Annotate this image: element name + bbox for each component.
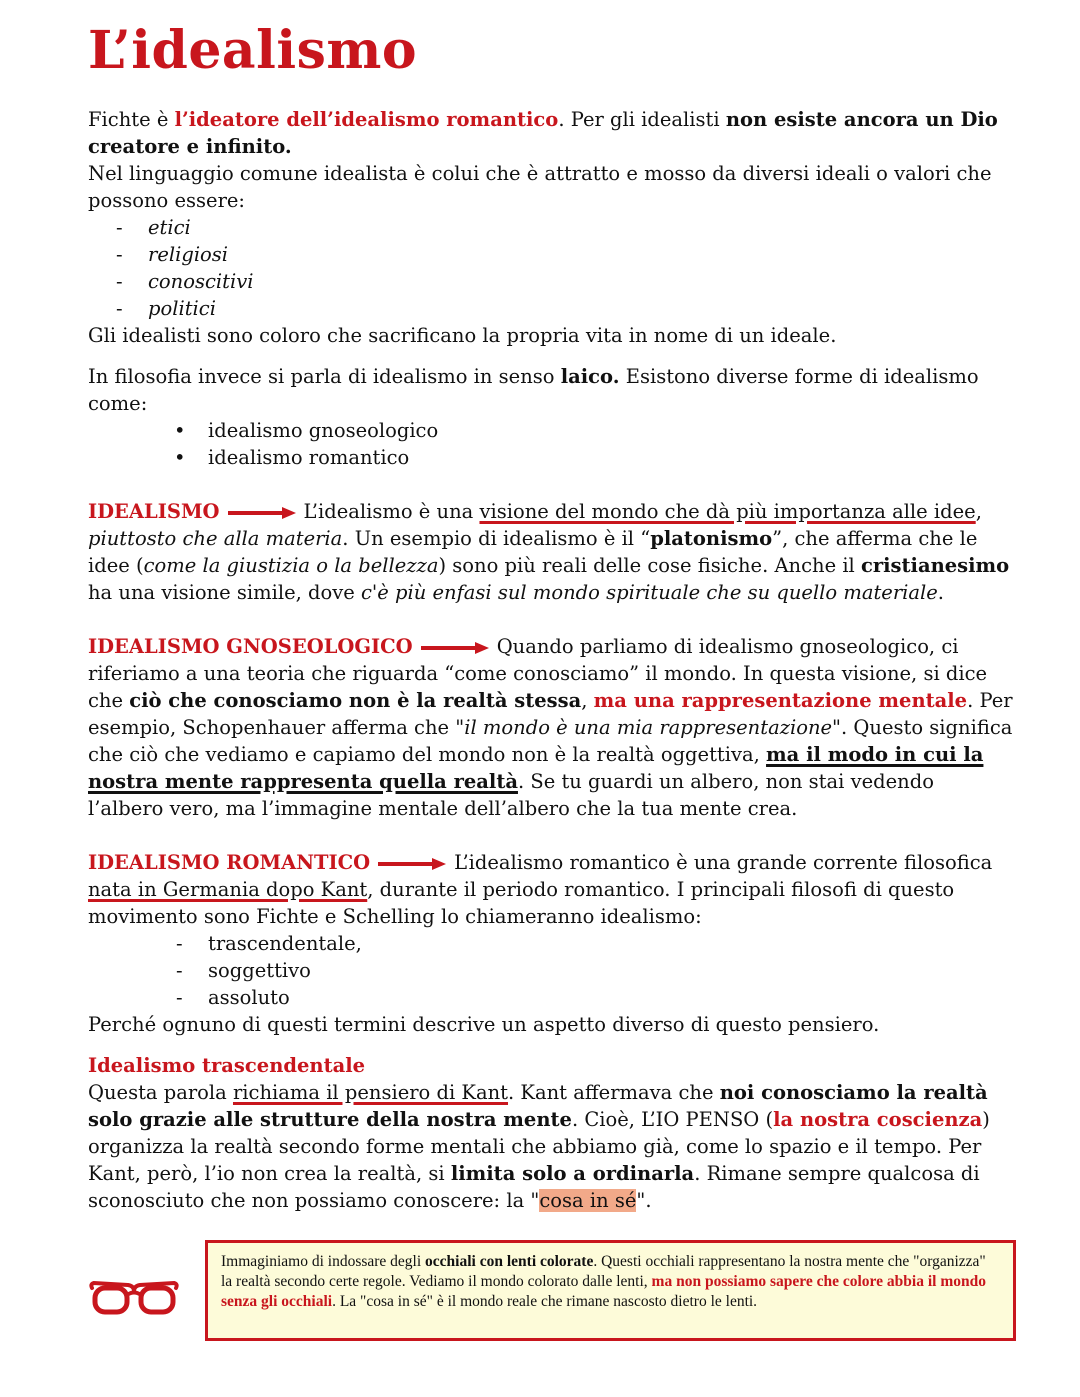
list-item: - conoscitivi (116, 270, 254, 293)
list-item-text: idealismo gnoseologico (208, 419, 439, 442)
text: . La "cosa in sé" è il mondo reale che rimane nascosto dietro le lenti. (332, 1293, 758, 1310)
glasses-icon (88, 1278, 180, 1320)
underlined-text: visione del mondo che dà più importanza alle idee (479, 500, 976, 523)
text: Immaginiamo di indossare degli (221, 1253, 426, 1270)
list-item-text: religiosi (148, 243, 229, 266)
types-list (88, 930, 1013, 1011)
intro-paragraph-4 (88, 363, 1013, 417)
list-item: - soggettivo (176, 959, 311, 982)
emphasis-bold: ciò che conosciamo non è la realtà stessa (129, 689, 582, 712)
emphasis-bold: cristianesimo (861, 554, 1010, 577)
text: L’idealismo romantico è una grande corrente filosofica (454, 851, 993, 874)
text: Fichte è (88, 108, 175, 131)
text: . (937, 581, 944, 604)
values-list (88, 214, 1013, 322)
text: ha una visione simile, dove (88, 581, 361, 604)
section-label: IDEALISMO (88, 500, 220, 523)
italic-text: il mondo è una mia rappresentazione" (464, 716, 842, 739)
text: Questa parola (88, 1081, 233, 1104)
right-arrow-icon (421, 641, 489, 655)
text: . Per esempio, Schopenhauer afferma che " (88, 689, 1013, 739)
section-trascendentale (88, 1079, 1013, 1214)
document-body (88, 106, 1013, 1214)
text: . Un esempio di idealismo è il “ (342, 527, 651, 550)
list-item-text: conoscitivi (148, 270, 254, 293)
section-idealismo (88, 498, 1013, 606)
list-item-text: politici (148, 297, 216, 320)
text: ”, che afferma che le idee ( (88, 527, 978, 577)
text: , (975, 500, 982, 523)
section-label: IDEALISMO GNOSEOLOGICO (88, 635, 413, 658)
emphasis-red: la nostra coscienza (773, 1108, 983, 1131)
italic-text: piuttosto che alla materia (88, 527, 343, 550)
intro-paragraph-1 (88, 106, 1013, 160)
intro-paragraph-2: Nel linguaggio comune idealista è colui che è attratto e mosso da diversi ideali o valori che possono essere: (88, 162, 992, 212)
list-item: - politici (116, 297, 216, 320)
italic-text: come la giustizia o la bellezza (143, 554, 439, 577)
forms-list (88, 417, 1013, 471)
text: L’idealismo è una (303, 500, 480, 523)
emphasis-red: l’ideatore dell’idealismo romantico (174, 108, 559, 131)
romantico-closing: Perché ognuno di questi termini descrive un aspetto diverso di questo pensiero. (88, 1013, 880, 1036)
emphasis-bold: non esiste ancora un Dio creatore e infinito. (88, 108, 998, 158)
intro-paragraph-3: Gli idealisti sono coloro che sacrificano la propria vita in nome di un ideale. (88, 324, 837, 347)
text: . Rimane sempre qualcosa di sconosciuto che non possiamo conoscere: la " (88, 1162, 980, 1212)
emphasis-bold: platonismo (650, 527, 773, 550)
right-arrow-icon (228, 506, 296, 520)
list-item-text: soggettivo (208, 959, 311, 982)
right-arrow-icon (378, 857, 446, 871)
emphasis-bold: noi conosciamo la realtà solo grazie alle strutture della nostra mente (88, 1081, 988, 1131)
underlined-text: nata in Germania dopo Kant (88, 878, 368, 901)
text: . Per gli idealisti (558, 108, 726, 131)
text: . Questo significa che ciò che vediamo e capiamo del mondo non è la realtà oggettiva, (88, 716, 1013, 766)
highlighted-text: cosa in sé (539, 1189, 637, 1212)
underlined-bold-text: ma il modo in cui la nostra mente rappresenta quella realtà (88, 743, 984, 793)
text: . Questi occhiali rappresentano la nostra mente che "organizza" la realtà secondo certe regole. Vediamo il mondo colorato dalle lenti, (221, 1253, 986, 1290)
list-item: - etici (116, 216, 191, 239)
text: ) sono più reali delle cose fisiche. Anche il (438, 554, 861, 577)
underlined-text: richiama il pensiero di Kant (232, 1081, 509, 1104)
text: ) organizza la realtà secondo forme mentali che abbiamo già, come lo spazio e il tempo. Per Kant, però, l’io non crea la realtà, si (88, 1108, 990, 1185)
emphasis-red: ma non possiamo sapere che colore abbia il mondo senza gli occhiali (221, 1273, 986, 1310)
list-item-text: trascendentale, (208, 932, 362, 955)
text: . Se tu guardi un albero, non stai vedendo l’albero vero, ma l’immagine mentale dell’albero che la tua mente crea. (88, 770, 934, 820)
list-item-text: etici (148, 216, 191, 239)
list-item: • idealismo gnoseologico (174, 419, 439, 442)
text: . Cioè, L’IO PENSO ( (571, 1108, 774, 1131)
list-item-text: idealismo romantico (208, 446, 410, 469)
text: ". (636, 1189, 652, 1212)
glasses-analogy-note (205, 1240, 1016, 1341)
italic-text: c'è più enfasi sul mondo spirituale che su quello materiale (360, 581, 938, 604)
subsection-heading: Idealismo trascendentale (88, 1054, 366, 1077)
list-item-text: assoluto (208, 986, 290, 1009)
section-label: IDEALISMO ROMANTICO (88, 851, 371, 874)
page-title: L’idealismo (88, 20, 418, 81)
text: , durante il periodo romantico. I principali filosofi di questo movimento sono Fichte e Schelling lo chiameranno idealismo: (88, 878, 955, 928)
section-romantico (88, 849, 1013, 930)
emphasis-bold: occhiali con lenti colorate (425, 1253, 594, 1270)
emphasis-bold: laico. (560, 365, 620, 388)
emphasis-red: ma una rappresentazione mentale (593, 689, 968, 712)
list-item: - trascendentale, (176, 932, 362, 955)
text: Quando parliamo di idealismo gnoseologico, ci riferiamo a una teoria che riguarda “come conosciamo” il mondo. In questa visione, si dice che (88, 635, 988, 712)
list-item: - religiosi (116, 243, 229, 266)
emphasis-bold: limita solo a ordinarla (450, 1162, 695, 1185)
list-item: - assoluto (176, 986, 290, 1009)
text: In filosofia invece si parla di idealismo in senso (88, 365, 561, 388)
list-item: • idealismo romantico (174, 446, 410, 469)
text: , (581, 689, 594, 712)
text: . Kant affermava che (508, 1081, 720, 1104)
section-gnoseologico (88, 633, 1013, 822)
text: Esistono diverse forme di idealismo come: (88, 365, 979, 415)
